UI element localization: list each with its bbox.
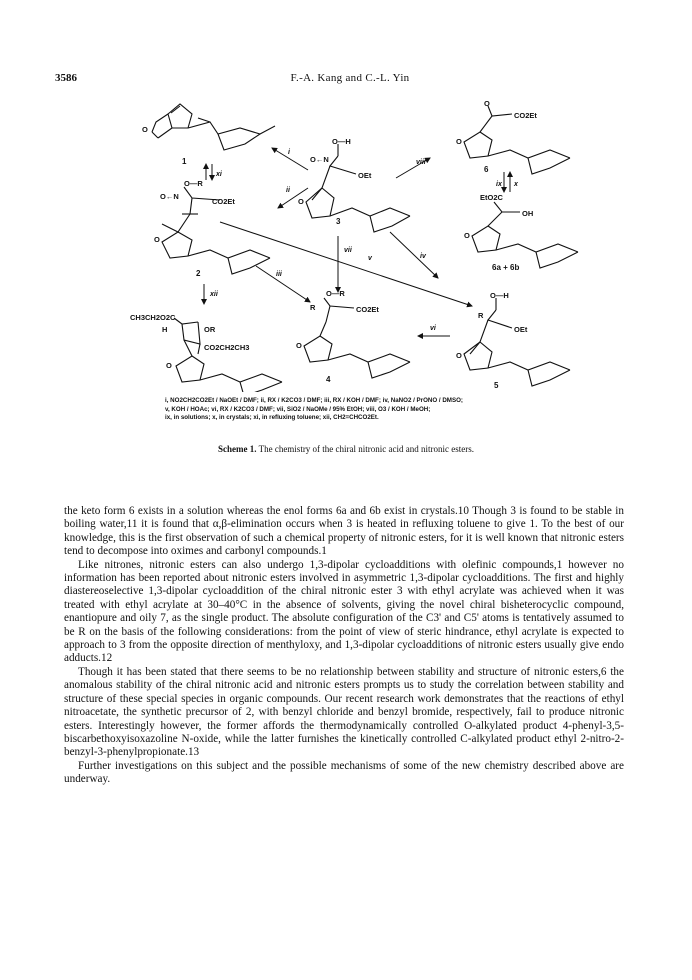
group-o-4: O xyxy=(296,341,302,350)
reaction-scheme xyxy=(100,92,600,392)
reagent-iv: iv xyxy=(420,253,426,260)
reagent-vii: vii xyxy=(344,247,352,254)
conditions-line-1: i, NO2CH2CO2Et / NaOEt / DMF; ii, RX / K2CO3 / DMF; iii, RX / KOH / DMF; iv, NaNO2 / PrONO / DMSO; xyxy=(165,397,463,404)
label-7 xyxy=(204,391,209,392)
page-header xyxy=(55,72,645,88)
label-3: 2 xyxy=(196,269,201,278)
compound-7 xyxy=(174,318,282,392)
reagent-iii: iii xyxy=(276,271,282,278)
reagent-i: i xyxy=(288,149,290,156)
group-o-7: O xyxy=(166,361,172,370)
group-co2et-4: CO2Et xyxy=(356,305,379,314)
group-o-3: O xyxy=(154,235,160,244)
label-1: 1 xyxy=(182,157,187,166)
group-noxide-2: O←N xyxy=(310,155,329,164)
group-or-4: O—R xyxy=(326,289,345,298)
group-oh-5: O—H xyxy=(490,291,509,300)
group-eto2c-6a: EtO2C xyxy=(480,193,503,202)
group-n-5: R xyxy=(478,311,484,320)
reagent-vi: vi xyxy=(430,325,436,332)
group-o-2: O xyxy=(298,197,304,206)
group-o-6: O xyxy=(456,137,462,146)
page-number: 3586 xyxy=(55,72,77,84)
paragraph-4: Further investigations on this subject and the possible mechanisms of some of the new chemistry described above are underway. xyxy=(64,759,624,786)
conditions-line-2: v, KOH / HOAc; vi, RX / K2CO3 / DMF; vii, SiO2 / NaOMe / 95% EtOH; viii, O3 / KOH / MeOH; xyxy=(165,405,431,413)
group-co2et-6: CO2Et xyxy=(514,111,537,120)
label-4: 4 xyxy=(326,375,331,384)
label-5: 5 xyxy=(494,381,499,390)
scheme-caption xyxy=(0,444,692,454)
conditions-line-3: ix, in solutions; x, in crystals; xi, in refluxing toluene; xii, CH2=CHCO2Et. xyxy=(165,414,379,421)
group-o-5: O xyxy=(456,351,462,360)
svg-text:O: O xyxy=(142,125,148,134)
reaction-conditions xyxy=(165,397,585,423)
compound-1 xyxy=(142,104,275,150)
reagent-xi: xi xyxy=(216,171,222,178)
reagent-ii: ii xyxy=(286,187,290,194)
reagent-xii: xii xyxy=(210,291,218,298)
group-ch3ch2o2c-7: CH3CH2O2C xyxy=(130,313,176,322)
paragraph-2: Like nitrones, nitronic esters can also undergo 1,3-dipolar cycloadditions with olefinic compounds,1 however no information has been reported about nitronic esters involved in asymmetric 1,3-dipolar cycloadditions. The first and highly diastereoselective 1,3-dipolar cycloaddition of the chiral nitronic ester 3 with ethyl acrylate was achieved when it was treated with ethyl acrylate at 30–40°C in the absence of solvents, giving the novel chiral bisheterocyclic compound, enantiopure and oily 7, as the single product. The absolute configuration of the C3' and C5' atoms is tentatively assumed to be R on the basis of the following considerations: from the point of view of steric hindrance, ethyl acrylate is expected to approach to 3 from the opposite direction of menthyloxy, and 1,3-dipolar cycloadditions of nitronic esters usually give endo adducts.12 xyxy=(64,558,624,665)
reagent-viii: viii xyxy=(416,159,426,166)
body-text xyxy=(64,505,624,787)
caption-label: Scheme 1. xyxy=(217,444,257,454)
group-oh-2: O—H xyxy=(332,137,351,146)
group-co2ch2ch3-7: CO2CH2CH3 xyxy=(204,343,250,352)
group-h-7: H xyxy=(162,325,168,334)
reagent-ix: ix xyxy=(496,181,502,188)
group-r-4: R xyxy=(310,303,316,312)
paragraph-1: the keto form 6 exists in a solution whereas the enol forms 6a and 6b exist in crystals.10 Though 3 is found to be stable in boiling water,11 it is found that α,β-elimination occurs when 3 is heated in refluxing toluene to give 1. To the best of our knowledge, this is the first observation of such a chemical property of nitronic esters, for it is well known that nitronic esters tend to decompose into oximes and carbonyl compounds.1 xyxy=(64,505,624,558)
group-oet-5: OEt xyxy=(514,325,528,334)
group-co2et-3: CO2Et xyxy=(212,197,235,206)
running-head: F.-A. Kang and C.-L. Yin xyxy=(290,72,410,84)
label-2: 3 xyxy=(336,217,341,226)
label-6a-6b: 6a + 6b xyxy=(492,263,520,272)
scheme-drawing xyxy=(100,92,600,392)
caption-text: The chemistry of the chiral nitronic acid and nitronic esters. xyxy=(258,444,475,454)
group-noxide-3: O←N xyxy=(160,192,179,201)
reagent-x: x xyxy=(514,181,518,188)
group-oh-6a: OH xyxy=(522,209,534,218)
group-o-6a: O xyxy=(464,231,470,240)
group-or-3: O—R xyxy=(184,179,203,188)
reagent-v: v xyxy=(368,255,372,262)
label-6: 6 xyxy=(484,165,489,174)
paragraph-3: Though it has been stated that there seems to be no relationship between stability and structure of nitronic esters,6 the anomalous stability of the chiral nitronic acid and nitronic esters prompts us to study the correlation between stability and structure of these special species in organic compounds. Our recent research work demonstrates that the reactions of ethyl nitroacetate, the synthetic precursor of 2, with benzyl chloride and benzyl bromide, respectively, fail to produce nitronic esters. Interestingly however, the former affords the thermodynamically controlled O-alkylated product 4-phenyl-3,5-biscarbethoxyisoxazoline N-oxide, while the latter furnishes the kinetically controlled C-alkylated product ethyl 2-nitro-2-benzyl-3-phenylpropionate.13 xyxy=(64,665,624,759)
group-or-7: OR xyxy=(204,325,216,334)
group-o-6-keto: O xyxy=(484,99,490,108)
group-oet-2: OEt xyxy=(358,171,372,180)
